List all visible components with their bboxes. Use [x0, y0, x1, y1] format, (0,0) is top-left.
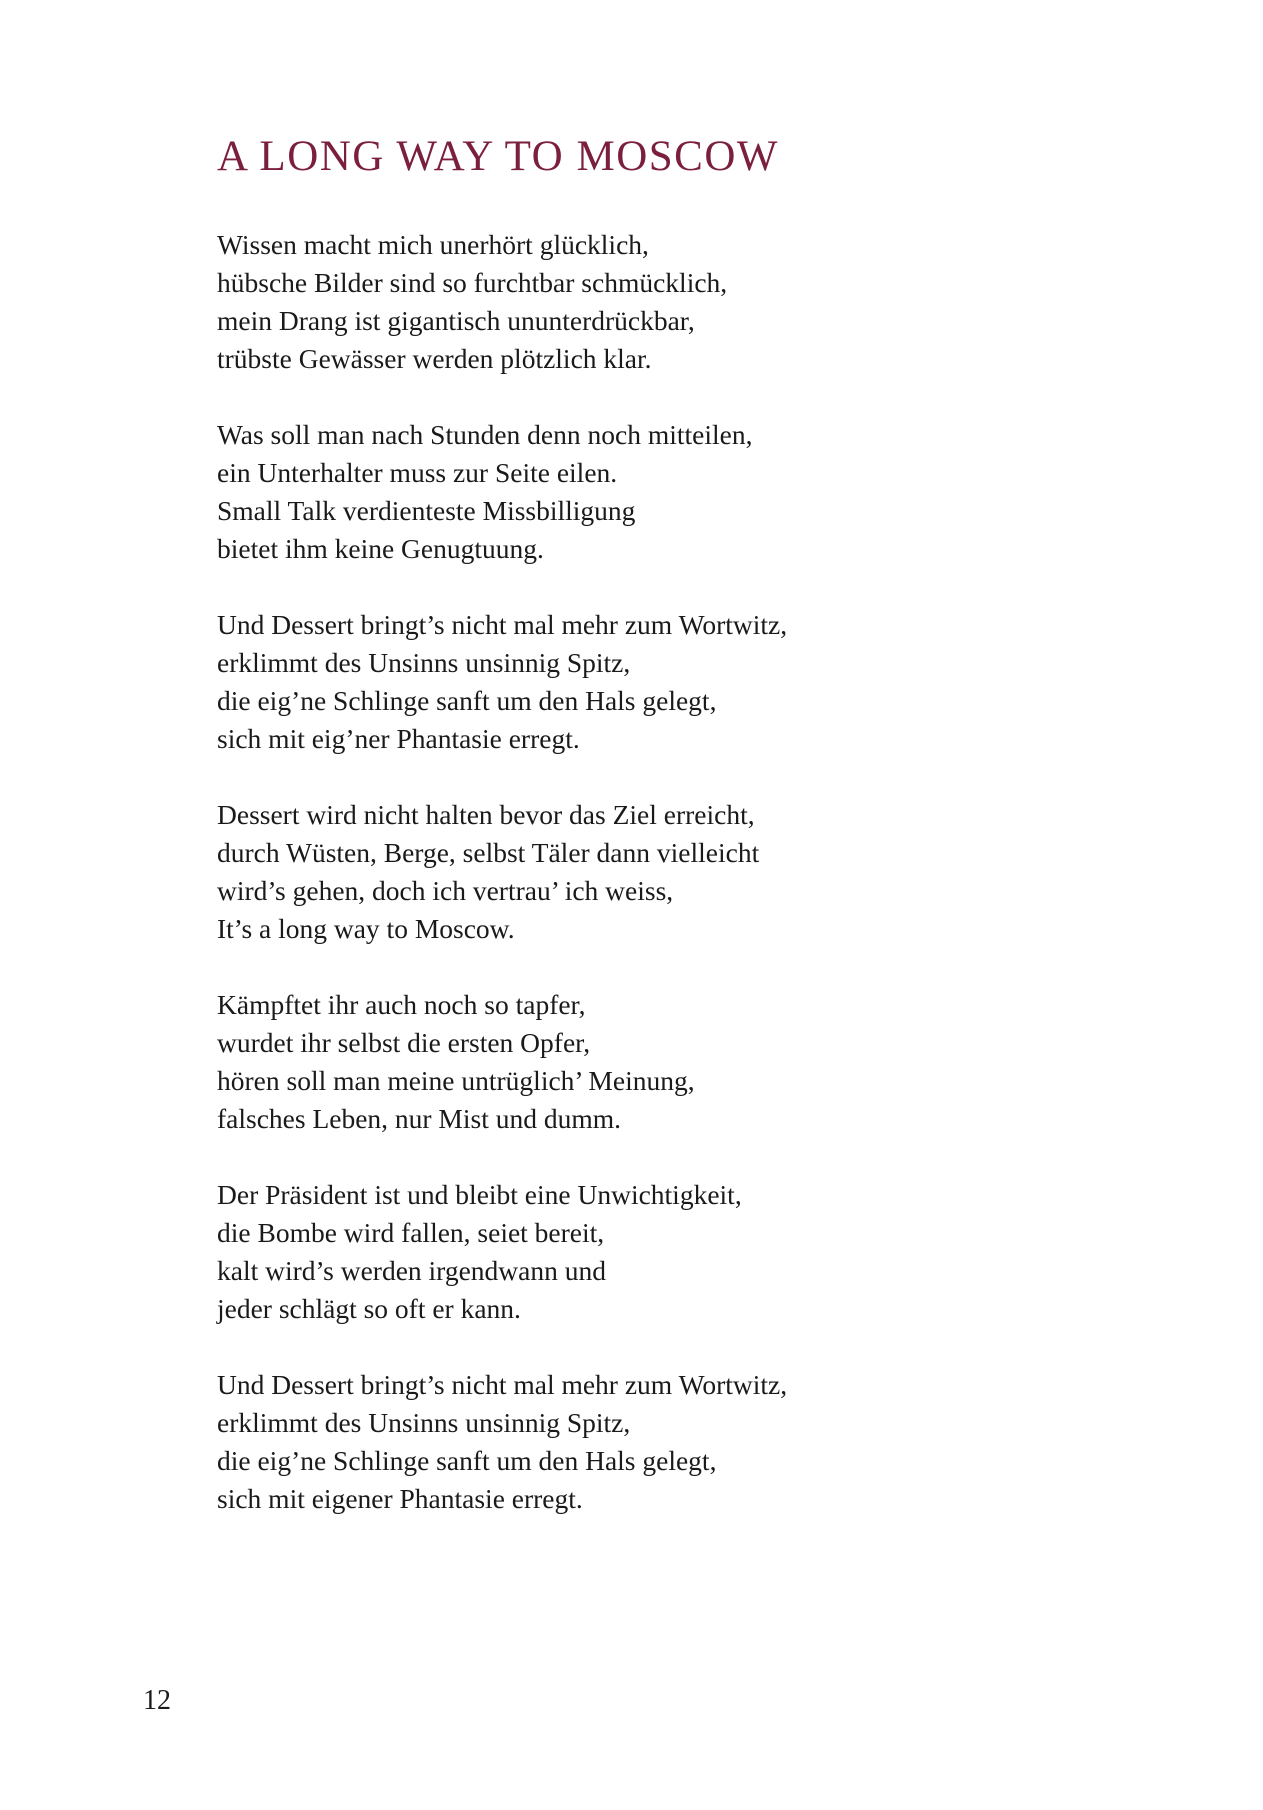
poem-line: jeder schlägt so oft er kann.: [217, 1293, 521, 1324]
poem-line: falsches Leben, nur Mist und dumm.: [217, 1103, 622, 1134]
poem-line: kalt wird’s werden irgendwann und: [217, 1255, 606, 1286]
poem-line: bietet ihm keine Genugtuung.: [217, 533, 544, 564]
poem-line: hören soll man meine untrüglich’ Meinung,: [217, 1065, 695, 1096]
poem-line: durch Wüsten, Berge, selbst Täler dann vielleicht: [217, 837, 760, 868]
poem-line: die eig’ne Schlinge sanft um den Hals gelegt,: [217, 685, 717, 716]
poem-line: Was soll man nach Stunden denn noch mitteilen,: [217, 419, 753, 450]
stanza: [217, 1366, 1117, 1518]
poem-line: die Bombe wird fallen, seiet bereit,: [217, 1217, 605, 1248]
poem-line: Dessert wird nicht halten bevor das Ziel erreicht,: [217, 799, 755, 830]
stanza: [217, 1176, 1117, 1328]
poem-line: Wissen macht mich unerhört glücklich,: [217, 229, 649, 260]
poem-line: Kämpftet ihr auch noch so tapfer,: [217, 989, 586, 1020]
stanza: [217, 606, 1117, 758]
stanza: [217, 796, 1117, 948]
stanza: [217, 226, 1117, 378]
poem-line: sich mit eigener Phantasie erregt.: [217, 1483, 583, 1514]
page-number: 12: [143, 1685, 171, 1716]
poem-line: wurdet ihr selbst die ersten Opfer,: [217, 1027, 591, 1058]
poem-line: ein Unterhalter muss zur Seite eilen.: [217, 457, 618, 488]
poem-line: trübste Gewässer werden plötzlich klar.: [217, 343, 652, 374]
poem-line: Und Dessert bringt’s nicht mal mehr zum Wortwitz,: [217, 609, 788, 640]
poem-line: erklimmt des Unsinns unsinnig Spitz,: [217, 1407, 631, 1438]
stanza: [217, 986, 1117, 1138]
poem-line: mein Drang ist gigantisch ununterdrückbar,: [217, 305, 695, 336]
poem-line: sich mit eig’ner Phantasie erregt.: [217, 723, 580, 754]
poem-line: Der Präsident ist und bleibt eine Unwichtigkeit,: [217, 1179, 742, 1210]
poem-line: erklimmt des Unsinns unsinnig Spitz,: [217, 647, 631, 678]
poem-line: Small Talk verdienteste Missbilligung: [217, 495, 636, 526]
poem-line: It’s a long way to Moscow.: [217, 913, 515, 944]
poem-line: wird’s gehen, doch ich vertrau’ ich weiss,: [217, 875, 674, 906]
poem-line: hübsche Bilder sind so furchtbar schmücklich,: [217, 267, 728, 298]
poem-line: die eig’ne Schlinge sanft um den Hals gelegt,: [217, 1445, 717, 1476]
stanza: [217, 416, 1117, 568]
poem-title: A LONG WAY TO MOSCOW: [217, 133, 779, 180]
poem-body: [217, 226, 1117, 1556]
poem-line: Und Dessert bringt’s nicht mal mehr zum Wortwitz,: [217, 1369, 788, 1400]
